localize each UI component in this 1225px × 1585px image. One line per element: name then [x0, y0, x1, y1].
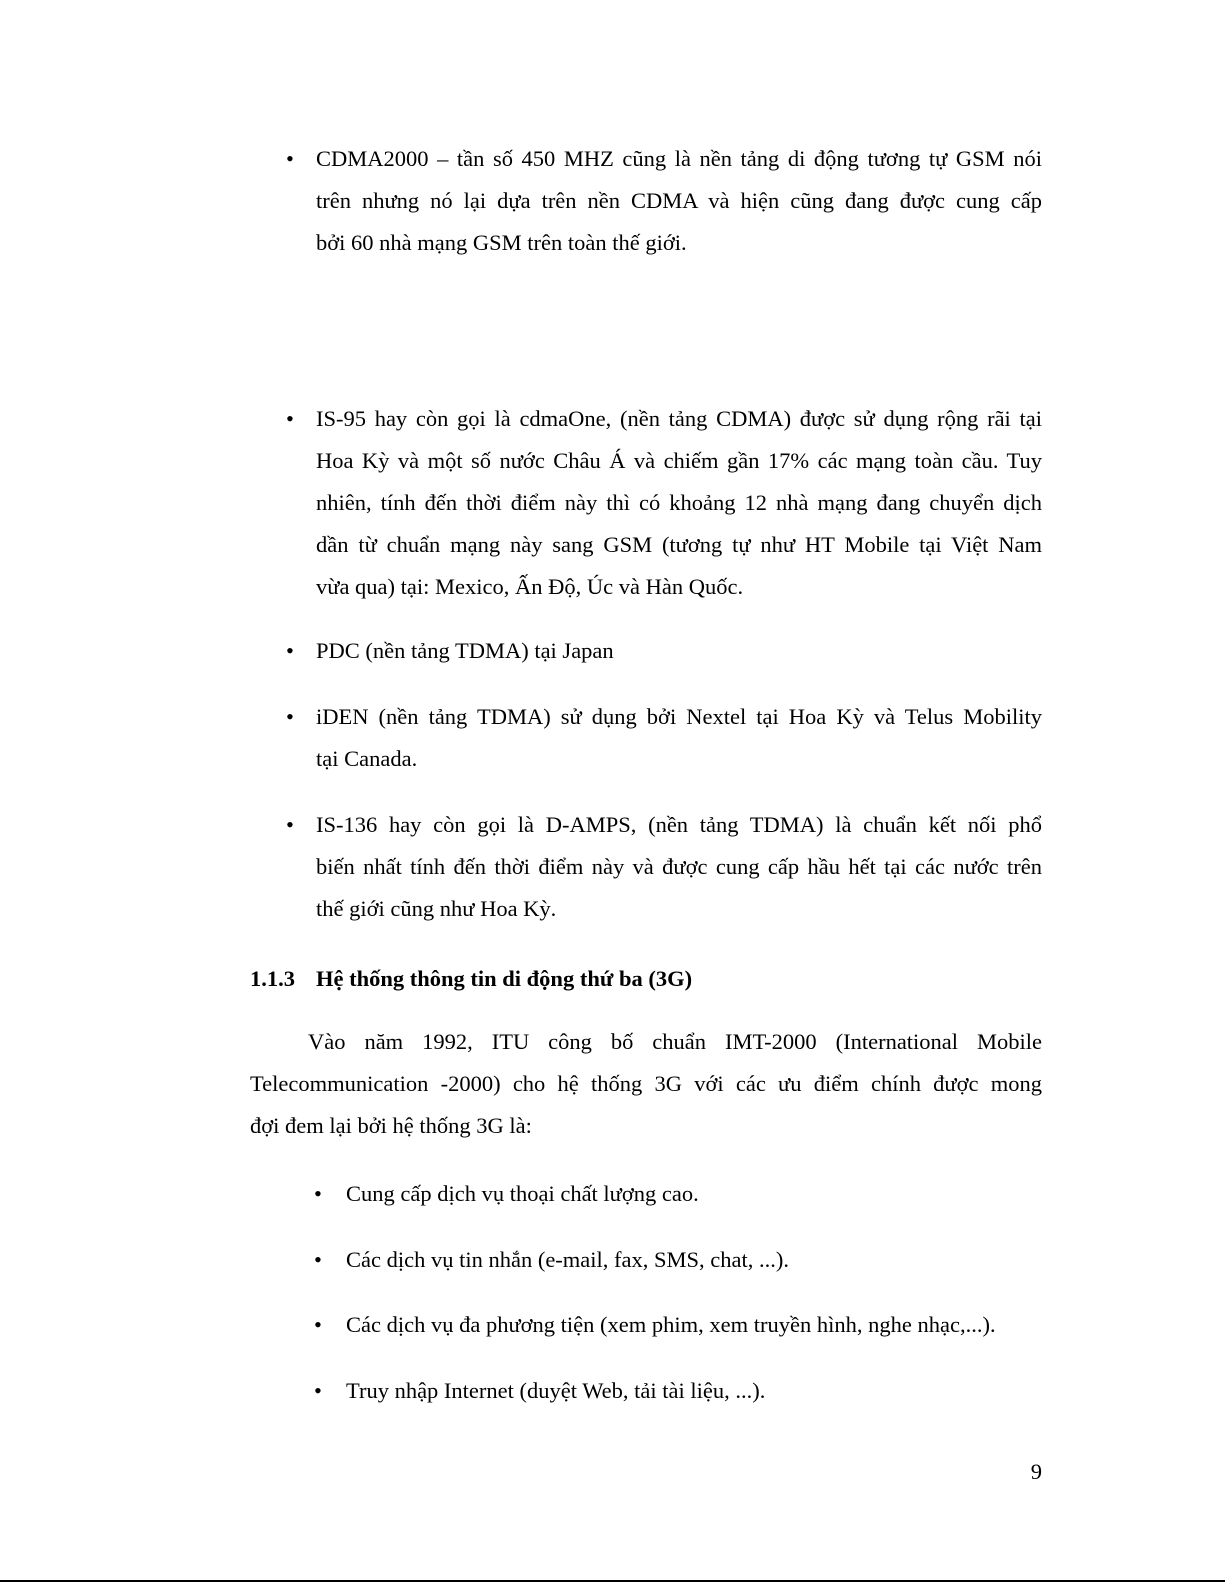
list-item-is95	[280, 398, 1042, 608]
list-item-pdc	[280, 630, 1042, 672]
bullet-icon: •	[286, 812, 294, 837]
list-item-is136	[280, 804, 1042, 930]
body-paragraph	[250, 1021, 1042, 1147]
bullet-icon: •	[314, 1378, 322, 1403]
page-number: 9	[1030, 1459, 1042, 1484]
section-title: Hệ thống thông tin di động thứ ba (3G)	[316, 966, 693, 991]
list-item-voice	[308, 1173, 1048, 1215]
list-item-line: CDMA2000 – tần số 450 MHZ cũng là nền tảng di động tương tự GSM nói	[316, 146, 1042, 171]
bullet-icon: •	[314, 1181, 322, 1206]
list-item-text: Các dịch vụ đa phương tiện (xem phim, xem truyền hình, nghe nhạc,...).	[346, 1312, 996, 1337]
section-number: 1.1.3	[250, 966, 295, 991]
list-item-text: Các dịch vụ tin nhắn (e-mail, fax, SMS, chat, ...).	[346, 1247, 790, 1272]
list-item-line: nhiên, tính đến thời điểm này thì có khoảng 12 nhà mạng đang chuyển dịch	[316, 490, 1042, 515]
list-item-messaging	[308, 1239, 1048, 1281]
list-item-line: vừa qua) tại: Mexico, Ấn Độ, Úc và Hàn Quốc.	[316, 574, 744, 599]
paragraph-line: Telecommunication -2000) cho hệ thống 3G với các ưu điểm chính được mong	[250, 1071, 1042, 1096]
bullet-icon: •	[286, 406, 294, 431]
list-item-cdma2000	[280, 138, 1042, 264]
list-item-line: bởi 60 nhà mạng GSM trên toàn thế giới.	[316, 230, 687, 255]
footer-divider	[0, 1580, 1225, 1582]
list-item-text: Truy nhập Internet (duyệt Web, tải tài liệu, ...).	[346, 1378, 766, 1403]
list-item-internet	[308, 1370, 1048, 1412]
bullet-icon: •	[314, 1247, 322, 1272]
list-item-line: dần từ chuẩn mạng này sang GSM (tương tự như HT Mobile tại Việt Nam	[316, 532, 1042, 557]
list-item-line: iDEN (nền tảng TDMA) sử dụng bởi Nextel tại Hoa Kỳ và Telus Mobility	[316, 704, 1042, 729]
list-item-line: thế giới cũng như Hoa Kỳ.	[316, 896, 557, 921]
list-item-multimedia	[308, 1304, 1048, 1346]
bullet-icon: •	[286, 638, 294, 663]
paragraph-line: Vào năm 1992, ITU công bố chuẩn IMT-2000 (International Mobile	[308, 1029, 1042, 1054]
paragraph-line: đợi đem lại bởi hệ thống 3G là:	[250, 1113, 532, 1138]
section-heading	[250, 958, 692, 1000]
list-item-line: IS-95 hay còn gọi là cdmaOne, (nền tảng CDMA) được sử dụng rộng rãi tại	[316, 406, 1042, 431]
list-item-line: trên nhưng nó lại dựa trên nền CDMA và hiện cũng đang được cung cấp	[316, 188, 1042, 213]
list-item-line: IS-136 hay còn gọi là D-AMPS, (nền tảng TDMA) là chuẩn kết nối phổ	[316, 812, 1042, 837]
bullet-icon: •	[314, 1312, 322, 1337]
bullet-icon: •	[286, 146, 294, 171]
list-item-line: PDC (nền tảng TDMA) tại Japan	[316, 638, 614, 663]
list-item-iden	[280, 696, 1042, 780]
list-item-line: tại Canada.	[316, 746, 418, 771]
list-item-line: biến nhất tính đến thời điểm này và được cung cấp hầu hết tại các nước trên	[316, 854, 1042, 879]
list-item-line: Hoa Kỳ và một số nước Châu Á và chiếm gần 17% các mạng toàn cầu. Tuy	[316, 448, 1042, 473]
bullet-icon: •	[286, 704, 294, 729]
list-item-text: Cung cấp dịch vụ thoại chất lượng cao.	[346, 1181, 699, 1206]
